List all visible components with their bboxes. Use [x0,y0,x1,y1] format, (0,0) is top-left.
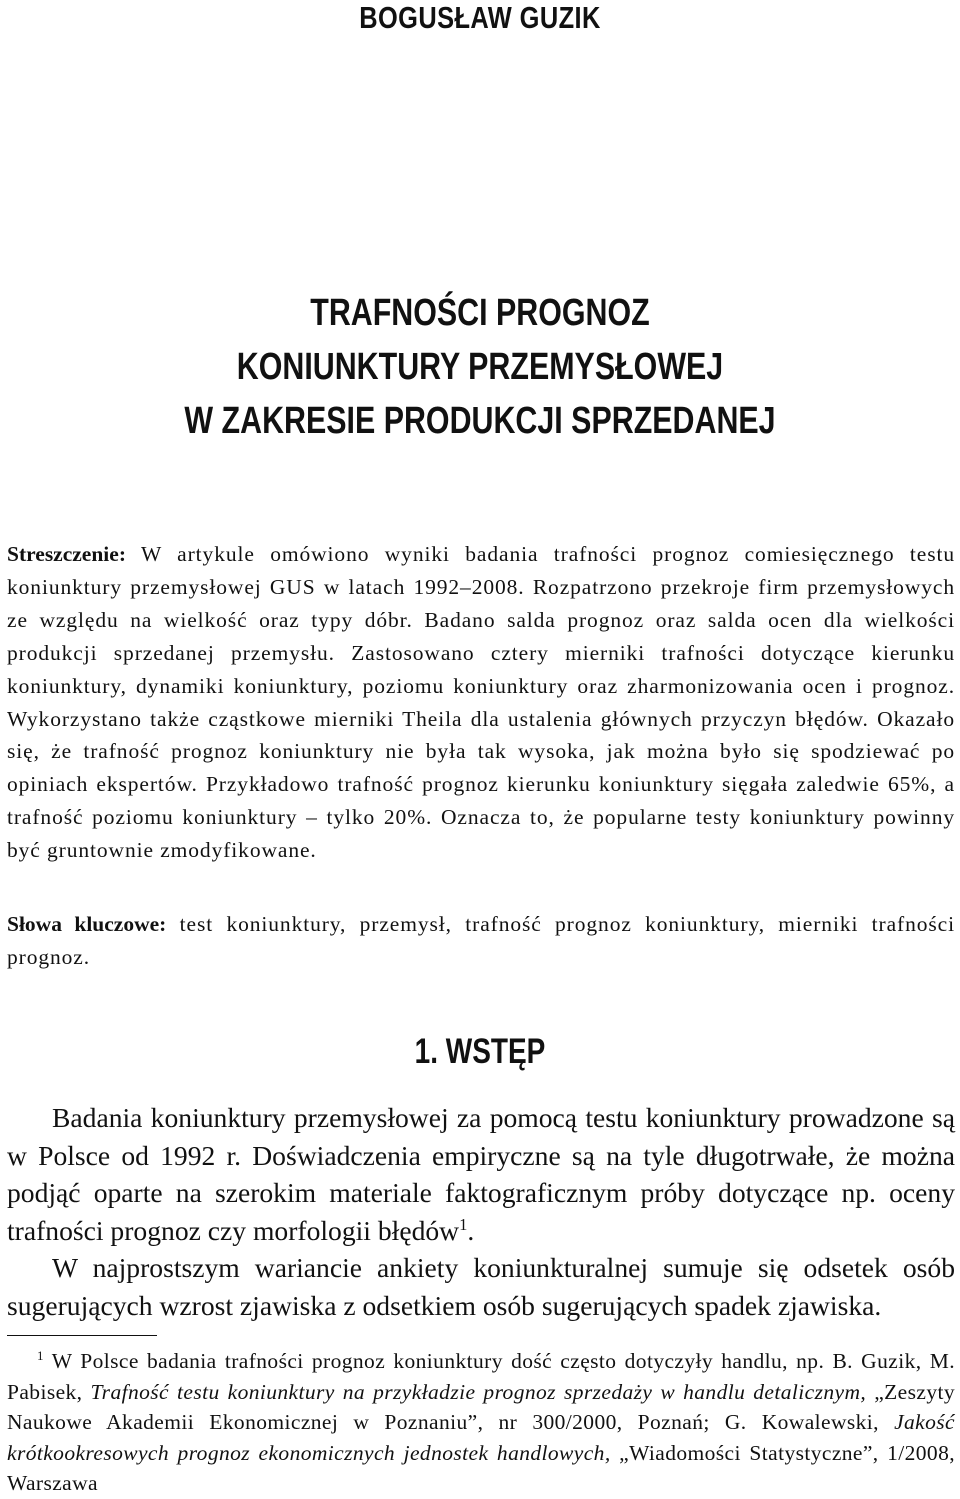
abstract-text: W artykule omówiono wyniki badania trafności prognoz comiesięcznego testu koniunktury przemysłowej GUS w latach 1992–2008. Rozpatrzono przekroje firm przemysłowych ze względu na wielkość oraz typy dóbr. Badano salda prognoz oraz salda ocen dla wielkości produkcji sprzedanej przemysłu. Zastosowano cztery mierniki trafności dotyczące kierunku koniunktury, dynamiki koniunktury, poziomu koniunktury oraz zharmonizowania ocen i prognoz. Wykorzystano także cząstkowe mierniki Theila dla ustalenia głównych przyczyn błędów. Okazało się, że trafność prognoz koniunktury nie była tak wysoka, jak można było się spodziewać po opiniach ekspertów. Przykładowo trafność prognoz kierunku koniunktury sięgała zaledwie 65%, a trafność poziomu koniunktury – tylko 20%. Oznacza to, że popularne testy koniunktury powinny być gruntownie zmodyfikowane. [7,542,955,863]
footnote [7,1346,955,1499]
section-body [7,1099,955,1324]
footnote-number: 1 [37,1348,44,1363]
footnote-text: W Polsce badania trafności prognoz koniunktury dość często dotyczyły handlu, np. B. Guzik, M. Pabisek, [7,1349,956,1404]
section-heading: 1. WSTĘP [414,1032,546,1071]
paragraph: W najprostszym wariancie ankiety koniunkturalnej sumuje się odsetek osób sugerujących wzrost zjawiska z odsetkiem osób sugerujących spadek zjawiska. [7,1252,955,1321]
footnote-text: „Wiadomości Statystyczne”, 1/2008, Warszawa [7,1440,955,1495]
footnote-divider [7,1335,157,1336]
abstract-label: Streszczenie: [7,542,126,566]
footnote-reference[interactable]: 1 [459,1214,468,1234]
title-line-1: TRAFNOŚCI PROGNOZ [310,292,650,334]
title-line-2: KONIUNKTURY PRZEMYSŁOWEJ [236,346,724,388]
paragraph-end: . [467,1214,475,1246]
keywords-label: Słowa kluczowe: [7,912,167,936]
article-title [96,286,864,448]
title-line-3: W ZAKRESIE PRODUKCJI SPRZEDANEJ [184,400,776,442]
keywords-text: test koniunktury, przemysł, trafność prognoz koniunktury, mierniki trafności prognoz. [7,912,955,969]
author-name: BOGUSŁAW GUZIK [359,0,601,35]
keywords [7,908,955,974]
abstract [7,538,955,867]
paragraph [7,1099,955,1249]
footnote-cited-title: Jakość krótkookresowych prognoz ekonomicznych jednostek handlowych, [7,1410,955,1465]
footnote-text: „Zeszyty Naukowe Akademii Ekonomicznej w Poznaniu”, nr 300/2000, Poznań; G. Kowalewski, [7,1379,955,1434]
paragraph-text: Badania koniunktury przemysłowej za pomocą testu koniunktury prowadzone są w Polsce od 1992 r. Doświadczenia empiryczne są na tyle długotrwałe, że można podjąć oparte na szerokim materiale faktograficznym próby dotyczące np. oceny trafności prognoz czy morfologii błędów [7,1102,955,1246]
footnote-cited-title: Trafność testu koniunktury na przykładzie prognoz sprzedaży w handlu detalicznym, [90,1379,867,1404]
